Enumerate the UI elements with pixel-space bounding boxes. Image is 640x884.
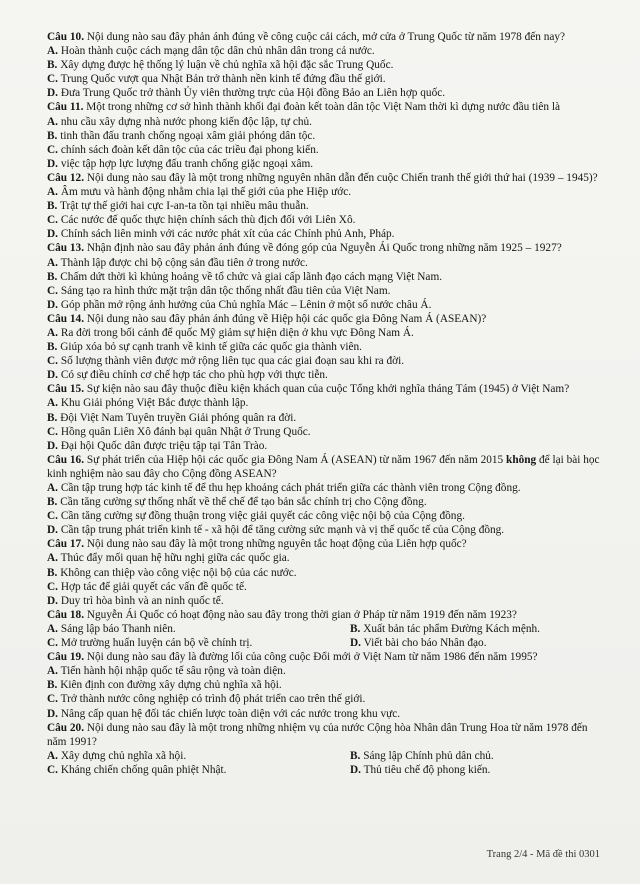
question-15 [47,382,606,452]
option-c: C. chính sách đoàn kết dân tộc của các triều đại phong kiến. [47,143,319,156]
option-c: C. Hợp tác để giải quyết các vấn đề quốc tế. [47,580,247,593]
question-text: Sự phát triển của Hiệp hội các quốc gia Đông Nam Á (ASEAN) từ năm 1967 đến năm 2015 [86,453,504,466]
option-a: A. Tiến hành hội nhập quốc tế sâu rộng và toàn diện. [47,665,286,678]
question-text: Nội dung nào sau đây là một trong những nguyên tắc hoạt động của Liên hợp quốc? [86,538,467,551]
question-text: Một trong những cơ sở hình thành khối đại đoàn kết toàn dân tộc Việt Nam thời kì dựng nước đầu tiên là [86,101,560,114]
option-c: C. Trở thành nước công nghiệp có trình độ phát triển cao trên thế giới. [47,693,366,706]
options-grid [47,622,606,650]
option-c: C. Số lượng thành viên được mở rộng liên tục qua các giai đoạn sau khi ra đời. [47,355,405,368]
option-b: B. Đội Việt Nam Tuyên truyền Giải phóng quân ra đời. [47,411,297,424]
option-d: D. việc tập hợp lực lượng đấu tranh chống giặc ngoại xâm. [47,157,314,170]
question-text: Sự kiện nào sau đây thuộc điều kiện khách quan của cuộc Tổng khởi nghĩa tháng Tám (1945) ở Việt Nam? [86,383,570,396]
question-number: Câu 13. [47,242,85,255]
question-number: Câu 19. [47,651,85,664]
question-text: Nội dung nào sau đây là một trong những nhiệm vụ của nước Cộng hòa Nhân dân Trung Hoa từ năm 1978 đến năm 1991? [47,721,588,748]
option-a: A. Xây dựng chủ nghĩa xã hội. [47,749,187,762]
option-b: B. Xây dựng được hệ thống lý luận về chủ nghĩa xã hội đặc sắc Trung Quốc. [47,59,394,72]
question-number: Câu 16. [47,453,85,466]
question-text: Nhận định nào sau đây phản ánh đúng về đóng góp của Nguyễn Ái Quốc trong những năm 1925 – 1927? [86,242,562,255]
question-17 [47,537,606,607]
option-c: C. Sáng tạo ra hình thức mặt trận dân tộc thống nhất đầu tiên của Việt Nam. [47,284,391,297]
option-a: A. Ra đời trong bối cảnh để quốc Mỹ giảm sự hiện diện ở khu vực Đông Nam Á. [47,326,414,339]
question-11 [47,100,606,170]
option-b: B. Sáng lập Chính phủ dân chủ. [350,749,494,762]
question-text-continued: để lại bài học kinh nghiệm nào sau đây cho Cộng đồng ASEAN? [47,453,600,480]
option-c: C. Mở trường huấn luyện cán bộ về chính trị. [47,637,253,650]
option-d: D. Chính sách liên minh với các nước phát xít của các Chính phủ Anh, Pháp. [47,228,395,241]
option-d: D. Nâng cấp quan hệ đối tác chiến lược toàn diện với các nước trong khu vực. [47,707,401,720]
question-text: Nguyễn Ái Quốc có hoạt động nào sau đây trong thời gian ở Pháp từ năm 1919 đến năm 1923? [86,608,517,621]
question-text: Nội dung nào sau đây phản ánh đúng về công cuộc cải cách, mở cửa ở Trung Quốc từ năm 1978 đến nay? [86,31,566,43]
question-13 [47,241,606,311]
options-grid [47,749,606,777]
question-18 [47,608,606,650]
option-b: B. Kiên định con đường xây dựng chủ nghĩa xã hội. [47,679,282,692]
option-a: A. Cần tập trung hợp tác kinh tế để thu hẹp khoảng cách phát triển giữa các thành viên trong Cộng đồng. [47,482,521,494]
option-c: C. Cần tăng cường sự đồng thuận trong việc giải quyết các công việc nội bộ của Cộng đồng. [47,510,465,523]
question-number: Câu 11. [47,101,84,114]
question-number: Câu 12. [47,171,85,184]
option-a: A. Hoàn thành cuộc cách mạng dân tộc dân chủ nhân dân trong cả nước. [47,45,375,58]
question-number: Câu 15. [47,383,85,396]
option-c: C. Kháng chiến chống quân phiệt Nhật. [47,763,227,776]
question-number: Câu 14. [47,312,85,325]
option-b: B. Chấm dứt thời kì khủng hoảng về tổ chức và giai cấp lãnh đạo cách mạng Việt Nam. [47,270,443,283]
option-a: A. Thúc đẩy mối quan hệ hữu nghị giữa các quốc gia. [47,552,290,565]
option-a: A. Sáng lập báo Thanh niên. [47,622,176,635]
question-10 [47,30,606,100]
question-text: Nội dung nào sau đây là đường lối của công cuộc Đổi mới ở Việt Nam từ năm 1986 đến năm 1995? [86,651,538,664]
option-d: D. Viết bài cho báo Nhân đạo. [350,637,487,650]
option-b: B. Giúp xóa bỏ sự cạnh tranh về kinh tế giữa các quốc gia thành viên. [47,341,362,354]
option-d: D. Có sự điều chỉnh cơ chế hợp tác cho phù hợp với thực tiễn. [47,369,328,382]
option-c: C. Các nước đế quốc thực hiện chính sách thù địch đối với Liên Xô. [47,214,356,227]
question-20 [47,721,606,777]
question-number: Câu 17. [47,538,85,551]
question-14 [47,312,606,382]
option-a: A. Thành lập được chi bộ cộng sản đầu tiên ở trong nước. [47,256,308,269]
option-d: D. Thủ tiêu chế độ phong kiến. [350,763,491,776]
question-16 [47,453,606,538]
option-d: D. Đưa Trung Quốc trở thành Ủy viên thường trực của Hội đồng Bảo an Liên hợp quốc. [47,87,446,100]
option-a: A. nhu cầu xây dựng nhà nước phong kiến độc lập, tự chủ. [47,115,312,128]
option-b: B. Không can thiệp vào công việc nội bộ của các nước. [47,566,297,579]
option-d: D. Cần tập trung phát triển kinh tế - xã hội để tăng cường sức mạnh và vị thế quốc tế của Cộng đồng. [47,524,505,537]
page-footer: Trang 2/4 - Mã đề thi 0301 [486,848,600,860]
option-d: D. Đại hội Quốc dân được triệu tập tại Tân Trào. [47,439,268,452]
question-number: Câu 18. [47,608,85,621]
question-text: Nội dung nào sau đây phản ánh đúng về Hiệp hội các quốc gia Đông Nam Á (ASEAN)? [86,312,487,325]
option-c: C. Hồng quân Liên Xô đánh bại quân Nhật ở Trung Quốc. [47,425,311,438]
option-a: A. Âm mưu và hành động nhằm chia lại thế giới của phe Hiệp ước. [47,186,352,199]
option-a: A. Khu Giải phóng Việt Bắc được thành lập. [47,397,249,410]
option-b: B. Trật tự thế giới hai cực I-an-ta tồn tại nhiều mâu thuẫn. [47,200,309,213]
question-text: Nội dung nào sau đây là một trong những nguyên nhân dẫn đến cuộc Chiến tranh thế giới thứ hai (1939 – 1945)? [86,171,598,184]
option-b: B. Cần tăng cường sự thống nhất về thể chế để tạo bản sắc chính trị cho Cộng đồng. [47,496,427,509]
option-d: D. Góp phần mở rộng ảnh hưởng của Chủ nghĩa Mác – Lênin ở một số nước châu Á. [47,298,432,311]
option-d: D. Duy trì hòa bình và an ninh quốc tế. [47,594,224,607]
option-b: B. tinh thần đấu tranh chống ngoại xâm giải phóng dân tộc. [47,129,316,142]
question-number: Câu 10. [47,31,85,43]
question-number: Câu 20. [47,721,85,734]
option-c: C. Trung Quốc vượt qua Nhật Bản trở thành nền kinh tế đứng đầu thế giới. [47,73,386,86]
question-19 [47,650,606,720]
negation-keyword: không [506,453,537,466]
question-12 [47,171,606,241]
option-b: B. Xuất bản tác phẩm Đường Kách mệnh. [350,622,540,635]
